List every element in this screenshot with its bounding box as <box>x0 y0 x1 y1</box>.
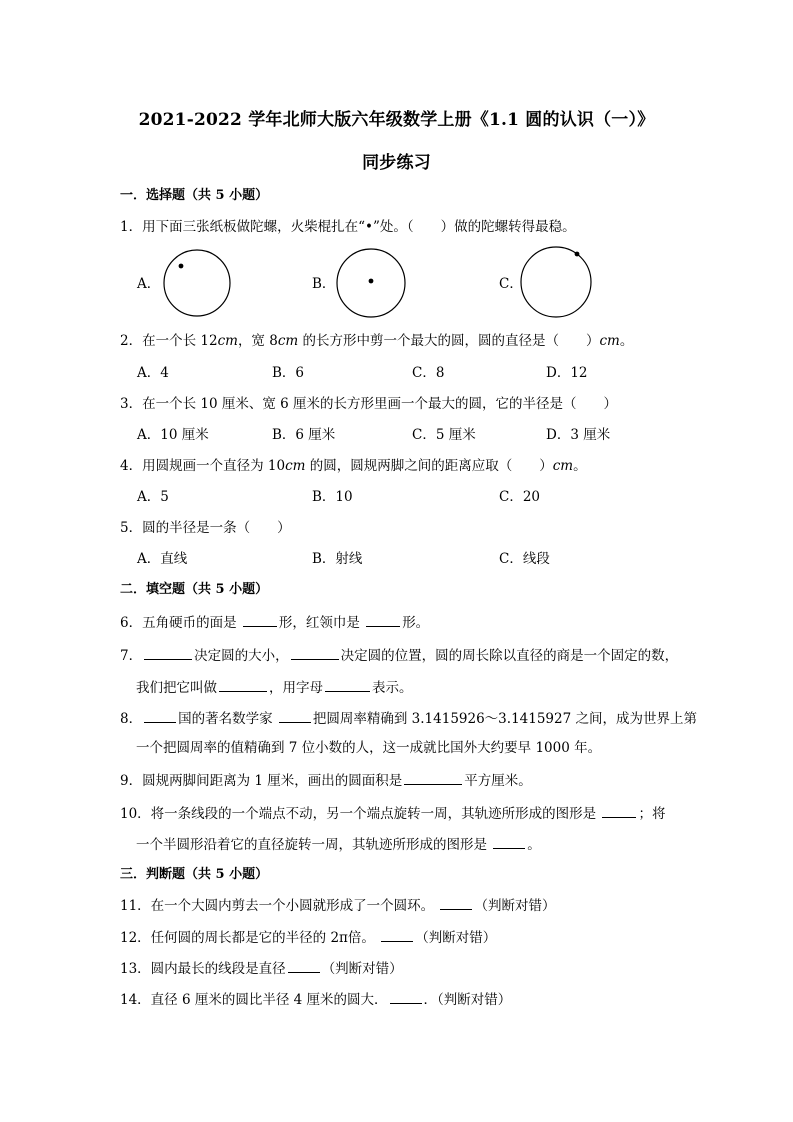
answer-blank[interactable] <box>144 708 176 723</box>
q3-option-b: B．6 厘米 <box>272 427 336 443</box>
answer-blank[interactable] <box>288 958 320 973</box>
question-5: 5．圆的半径是一条（ ） <box>120 520 291 536</box>
question-6: 6．五角硬币的面是 形，红领巾是 形。 <box>120 612 429 632</box>
question-1: 1．用下面三张纸板做陀螺，火柴棍扎在“•”处。（ ）做的陀螺转得最稳。 <box>120 219 576 235</box>
section-heading-choice: 一．选择题（共 5 小题） <box>120 188 269 203</box>
question-11: 11．在一个大圆内剪去一个小圆就形成了一个圆环。 （判断对错） <box>120 895 555 915</box>
question-7-line1: 7． 决定圆的大小， 决定圆的位置，圆的周长除以直径的商是一个固定的数， <box>120 645 678 665</box>
page-subtitle: 同步练习 <box>362 153 431 173</box>
answer-blank[interactable] <box>144 645 192 660</box>
q1-dot-a <box>179 264 184 269</box>
q5-option-b: B．射线 <box>312 551 363 567</box>
question-4: 4．用圆规画一个直径为 10cm 的圆，圆规两脚之间的距离应取（ ）cm。 <box>120 458 587 474</box>
question-2: 2．在一个长 12cm，宽 8cm 的长方形中剪一个最大的圆，圆的直径是（ ）cm。 <box>120 333 634 349</box>
q3-option-a: A．10 厘米 <box>137 427 209 443</box>
question-9: 9．圆规两脚间距离为 1 厘米，画出的圆面积是 平方厘米。 <box>120 770 532 790</box>
q5-option-a: A．直线 <box>137 551 188 567</box>
q4-option-a: A．5 <box>137 489 169 505</box>
q1-dot-b <box>369 279 374 284</box>
q5-option-c: C．线段 <box>499 551 550 567</box>
section-heading-fill: 二．填空题（共 5 小题） <box>120 582 269 597</box>
question-10-line1: 10．将一条线段的一个端点不动，另一个端点旋转一周，其轨迹所形成的图形是 ；将 <box>120 803 665 823</box>
answer-blank[interactable] <box>440 895 472 910</box>
page-title: 2021-2022 学年北师大版六年级数学上册《1.1 圆的认识（一）》 <box>138 110 655 130</box>
question-8-line2: 一个把圆周率的值精确到 7 位小数的人，这一成就比国外大约要早 1000 年。 <box>136 740 602 756</box>
answer-blank[interactable] <box>366 612 400 627</box>
answer-blank[interactable] <box>291 645 339 660</box>
question-12: 12．任何圆的周长都是它的半径的 2π倍。 （判断对错） <box>120 927 496 947</box>
section-heading-judge: 三．判断题（共 5 小题） <box>120 867 269 882</box>
q1-circle-c <box>520 246 592 318</box>
question-8-line1: 8． 国的著名数学家 把圆周率精确到 3.1415926～3.1415927 之间，成为世界上第 <box>120 708 697 728</box>
answer-blank[interactable] <box>381 927 413 942</box>
question-14: 14．直径 6 厘米的圆比半径 4 厘米的圆大． ．（判断对错） <box>120 989 511 1009</box>
q2-option-c: C．8 <box>412 365 445 381</box>
question-7-line2: 我们把它叫做 ，用字母 表示。 <box>136 677 413 697</box>
question-10-line2: 一个半圆形沿着它的直径旋转一周，其轨迹所形成的图形是 。 <box>136 834 541 854</box>
q1-dot-c <box>575 252 580 257</box>
q1-circle-b <box>336 248 406 318</box>
q2-option-d: D．12 <box>546 365 588 381</box>
q1-option-c: C． <box>499 276 523 292</box>
q1-option-a: A． <box>137 276 161 292</box>
q4-option-b: B．10 <box>312 489 353 505</box>
answer-blank[interactable] <box>243 612 277 627</box>
q2-option-a: A．4 <box>137 365 169 381</box>
question-3: 3．在一个长 10 厘米、宽 6 厘米的长方形里画一个最大的圆，它的半径是（ ） <box>120 396 618 412</box>
answer-blank[interactable] <box>602 803 636 818</box>
q1-circle-a <box>161 249 233 317</box>
q3-option-d: D．3 厘米 <box>546 427 611 443</box>
answer-blank[interactable] <box>404 770 462 785</box>
answer-blank[interactable] <box>390 989 422 1004</box>
question-13: 13．圆内最长的线段是直径 （判断对错） <box>120 958 403 978</box>
answer-blank[interactable] <box>219 677 267 692</box>
q2-option-b: B．6 <box>272 365 305 381</box>
answer-blank[interactable] <box>325 677 370 692</box>
answer-blank[interactable] <box>279 708 311 723</box>
q1-option-b: B． <box>312 276 336 292</box>
q3-option-c: C．5 厘米 <box>412 427 476 443</box>
answer-blank[interactable] <box>493 834 525 849</box>
q4-option-c: C．20 <box>499 489 541 505</box>
